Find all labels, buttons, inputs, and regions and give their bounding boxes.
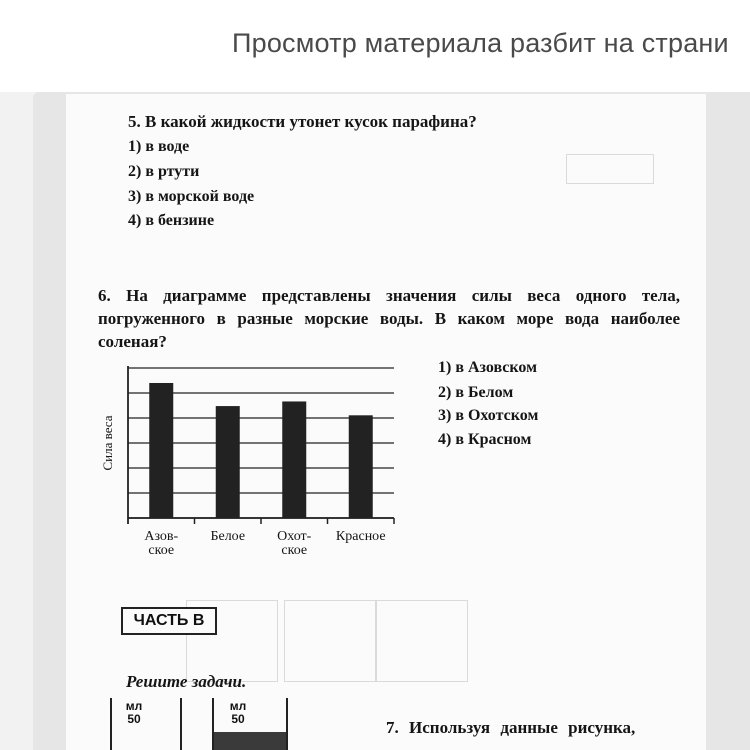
beaker-label [224, 700, 252, 726]
question-6-option: 2) в Белом [438, 384, 514, 401]
chart-bar [282, 401, 306, 518]
section-b-label: ЧАСТЬ В [121, 607, 217, 635]
question-7-text: 7. Используя данные рисунка, [386, 718, 636, 737]
beaker-liquid [214, 732, 286, 750]
beaker-left [110, 698, 182, 750]
chart-category-label: ское [281, 543, 308, 558]
bleed-through-box [376, 600, 468, 682]
chart-category-label: Красное [335, 529, 386, 544]
question-5-option: 2) в ртути [128, 163, 200, 180]
weight-bar-chart [94, 362, 404, 562]
question-5-option: 4) в бензине [128, 212, 215, 229]
chart-category-label: Охот- [277, 529, 312, 544]
chart-category-label: ское [148, 543, 175, 558]
chart-bar [216, 406, 240, 518]
beaker-unit: мл [125, 699, 143, 713]
question-5-title: 5. В какой жидкости утонет кусок парафина? [128, 112, 477, 131]
beaker-value: 50 [231, 712, 245, 726]
question-6-option: 4) в Красном [438, 431, 532, 448]
chart-category-label: Азов- [144, 529, 179, 544]
question-5-option: 3) в морской воде [128, 188, 255, 205]
question-6-text: 6. На диаграмме представлены значения силы веса одного тела, погруженного в разные морские воды. В каком море вода наиболее соленая? [98, 286, 680, 351]
question-6-option: 1) в Азовском [438, 359, 537, 376]
bleed-through-box [284, 600, 376, 682]
task-instruction: Решите задачи. [126, 672, 247, 691]
bleed-through-box [566, 154, 654, 184]
beaker-value: 50 [127, 712, 141, 726]
chart-bar [349, 415, 373, 518]
question-6-option: 3) в Охотском [438, 407, 539, 424]
document-page [66, 94, 706, 750]
beaker-right [212, 698, 288, 750]
top-bar [0, 0, 750, 92]
chart-bar [149, 383, 173, 518]
beaker-label [120, 700, 148, 726]
chart-y-axis-label: Сила веса [100, 415, 115, 471]
question-5-option: 1) в воде [128, 138, 190, 155]
chart-category-label: Белое [210, 529, 246, 544]
page-title: Просмотр материала разбит на страни [232, 28, 729, 58]
beaker-unit: мл [229, 699, 247, 713]
